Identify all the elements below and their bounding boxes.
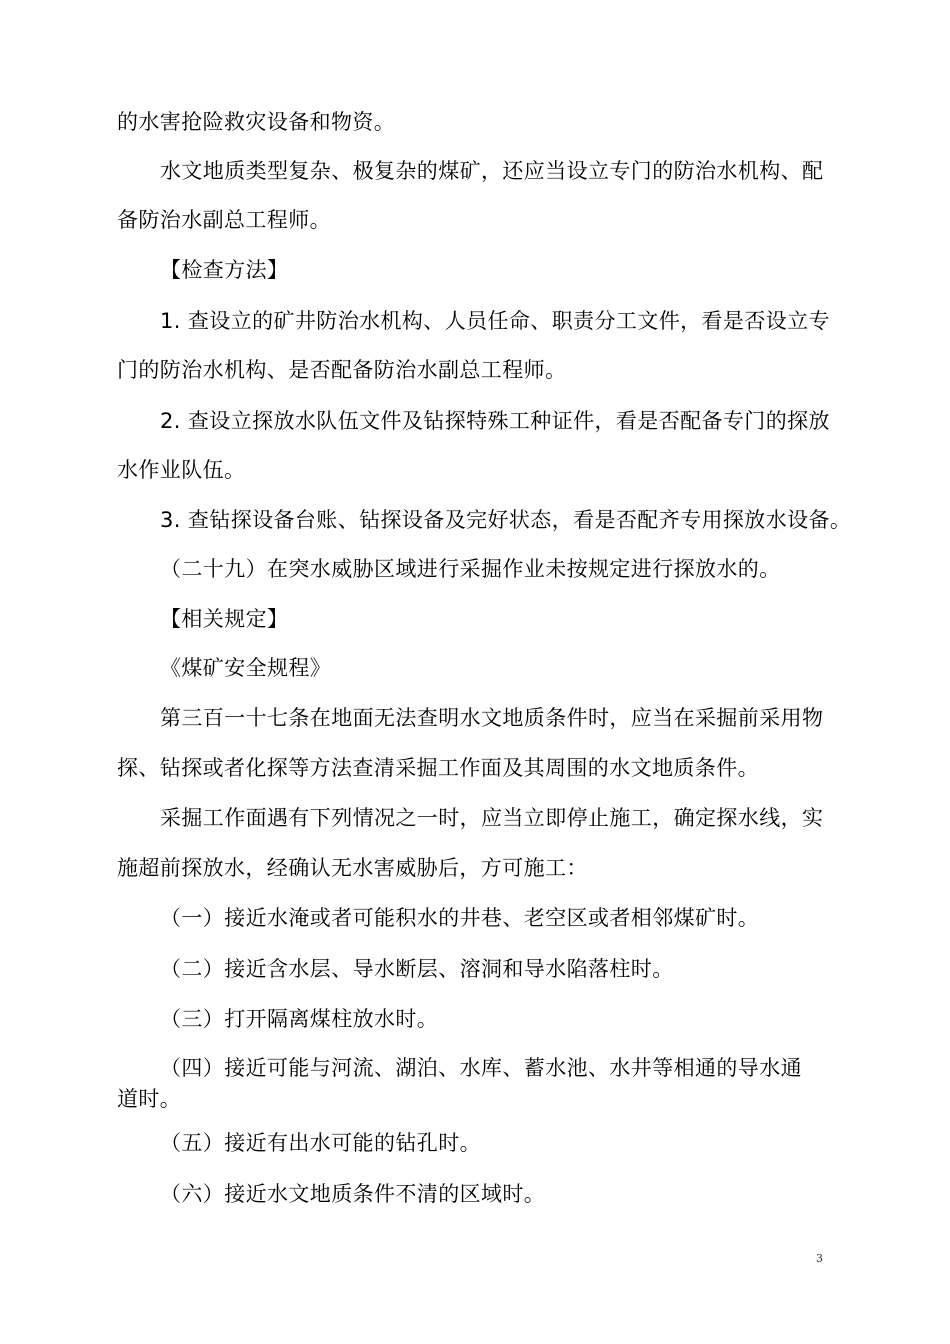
list-item-3: （三）打开隔离煤柱放水时。 xyxy=(160,1007,439,1031)
page-number: 3 xyxy=(816,1252,823,1265)
list-item-4-continued: 道时。 xyxy=(117,1087,182,1111)
text-line-15: 采掘工作面遇有下列情况之一时，应当立即停止施工，确定探水线，实 xyxy=(160,806,824,830)
section-heading-related-rules: 【相关规定】 xyxy=(160,607,289,631)
text-line-3: 备防治水副总工程师。 xyxy=(117,208,331,232)
list-item-1: （一）接近水淹或者可能积水的井巷、老空区或者相邻煤矿时。 xyxy=(160,906,760,930)
text-line-9: 3. 查钻探设备台账、钻探设备及完好状态，看是否配齐专用探放水设备。 xyxy=(160,508,852,532)
text-line-1: 的水害抢险救灾设备和物资。 xyxy=(117,110,396,134)
list-item-6: （六）接近水文地质条件不清的区域时。 xyxy=(160,1182,546,1206)
text-line-16: 施超前探放水，经确认无水害威胁后，方可施工： xyxy=(117,856,588,880)
list-item-2: （二）接近含水层、导水断层、溶洞和导水陷落柱时。 xyxy=(160,957,674,981)
text-line-14: 探、钻探或者化探等方法查清采掘工作面及其周围的水文地质条件。 xyxy=(117,756,759,780)
regulation-title: 《煤矿安全规程》 xyxy=(160,656,332,680)
text-line-8: 水作业队伍。 xyxy=(117,458,246,482)
text-line-13: 第三百一十七条在地面无法查明水文地质条件时，应当在采掘前采用物 xyxy=(160,706,824,730)
text-line-6: 门的防治水机构、是否配备防治水副总工程师。 xyxy=(117,358,567,382)
section-heading-inspection-method: 【检查方法】 xyxy=(160,258,289,282)
text-line-7: 2. 查设立探放水队伍文件及钻探特殊工种证件，看是否配备专门的探放 xyxy=(160,409,830,433)
text-line-5: 1. 查设立的矿井防治水机构、人员任命、职责分工文件，看是否设立专 xyxy=(160,309,830,333)
text-line-2: 水文地质类型复杂、极复杂的煤矿，还应当设立专门的防治水机构、配 xyxy=(160,159,824,183)
text-line-10: （二十九）在突水威胁区域进行采掘作业未按规定进行探放水的。 xyxy=(160,557,781,581)
list-item-5: （五）接近有出水可能的钻孔时。 xyxy=(160,1131,481,1155)
list-item-4: （四）接近可能与河流、湖泊、水库、蓄水池、水井等相通的导水通 xyxy=(160,1056,802,1080)
